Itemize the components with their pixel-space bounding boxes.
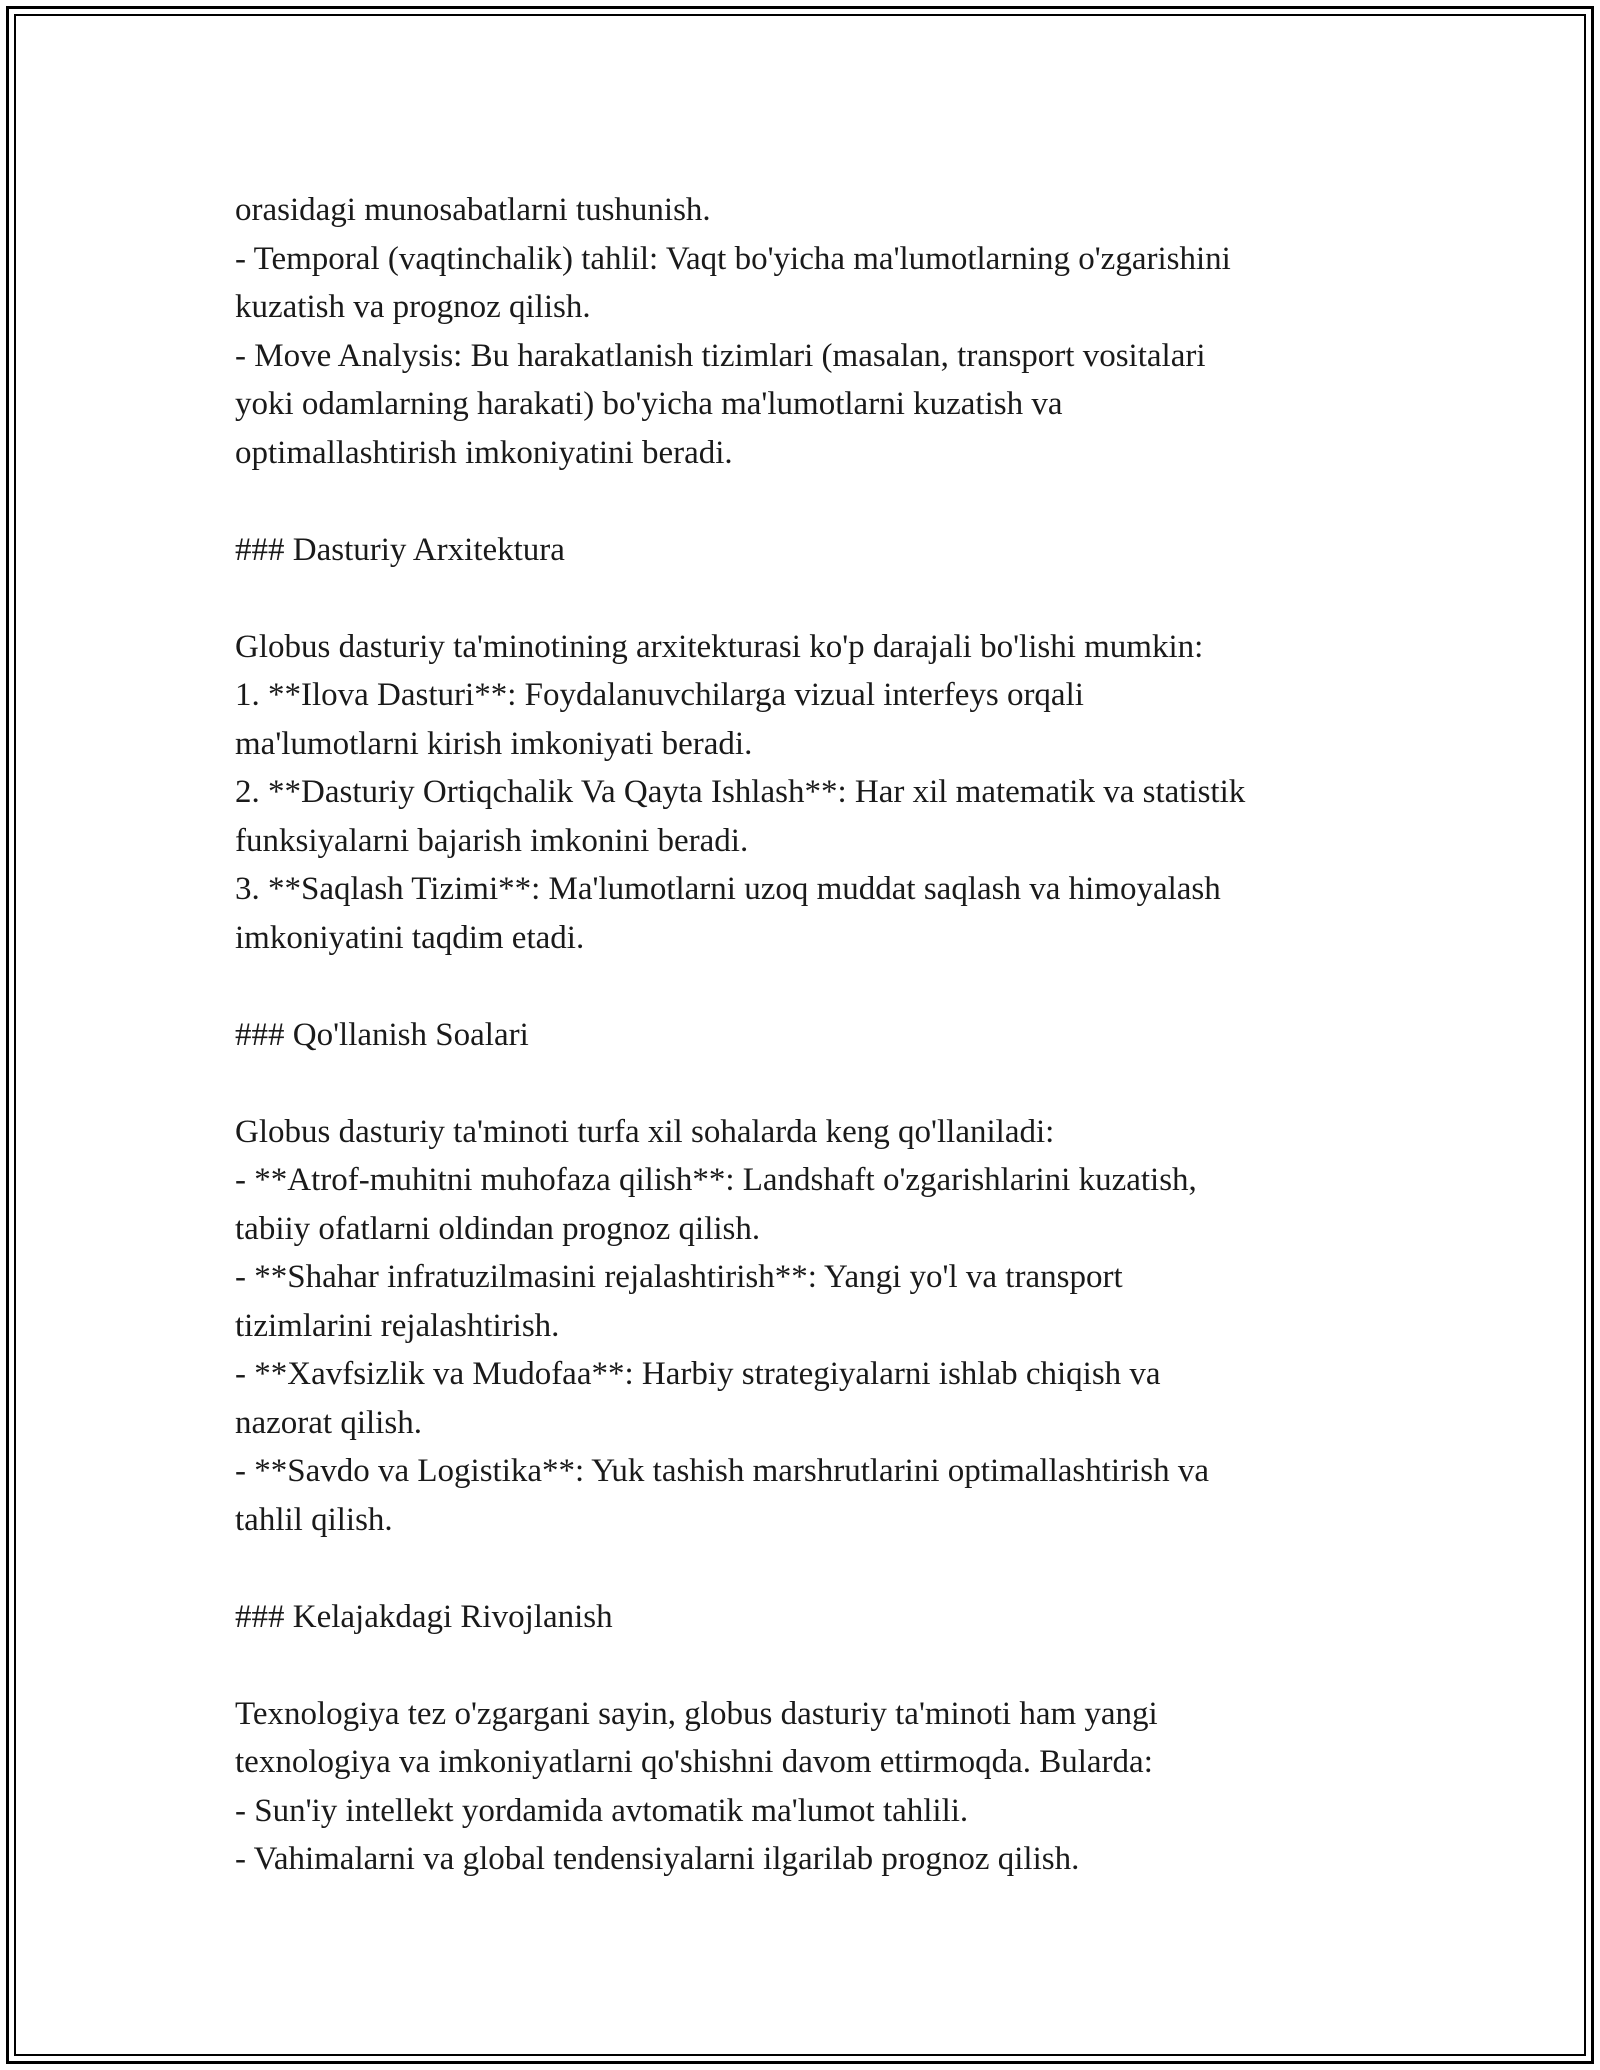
text-line: tabiiy ofatlarni oldindan prognoz qilish. xyxy=(235,1210,761,1247)
blank-line xyxy=(235,1544,1395,1593)
section-heading: ### Dasturiy Arxitektura xyxy=(235,531,565,568)
document-body xyxy=(235,186,1395,1884)
text-line: imkoniyatini taqdim etadi. xyxy=(235,919,585,956)
text-line: 2. **Dasturiy Ortiqchalik Va Qayta Ishlash**: Har xil matematik va statistik xyxy=(235,774,1246,810)
text-line: - Vahimalarni va global tendensiyalarni ilgarilab prognoz qilish. xyxy=(235,1841,1080,1877)
text-line: Globus dasturiy ta'minoti turfa xil sohalarda keng qo'llaniladi: xyxy=(235,1113,1055,1150)
text-line: - Move Analysis: Bu harakatlanish tizimlari (masalan, transport vositalari xyxy=(235,337,1206,374)
text-line: nazorat qilish. xyxy=(235,1404,422,1441)
text-line: ma'lumotlarni kirish imkoniyati beradi. xyxy=(235,725,753,762)
text-line: yoki odamlarning harakati) bo'yicha ma'lumotlarni kuzatish va xyxy=(235,386,1063,422)
text-line: - **Savdo va Logistika**: Yuk tashish marshrutlarini optimallashtirish va xyxy=(235,1453,1209,1489)
text-line: orasidagi munosabatlarni tushunish. xyxy=(235,192,711,228)
text-line: Texnologiya tez o'zgargani sayin, globus dasturiy ta'minoti ham yangi xyxy=(235,1695,1158,1732)
text-line: optimallashtirish imkoniyatini beradi. xyxy=(235,434,733,471)
text-line: tahlil qilish. xyxy=(235,1501,393,1538)
blank-line xyxy=(235,477,1395,526)
text-line: 1. **Ilova Dasturi**: Foydalanuvchilarga vizual interfeys orqali xyxy=(235,677,1084,713)
text-line: tizimlarini rejalashtirish. xyxy=(235,1307,560,1344)
text-line: - **Shahar infratuzilmasini rejalashtirish**: Yangi yo'l va transport xyxy=(235,1259,1123,1295)
text-line: texnologiya va imkoniyatlarni qo'shishni davom ettirmoqda. Bularda: xyxy=(235,1744,1153,1780)
text-line: funksiyalarni bajarish imkonini beradi. xyxy=(235,822,749,859)
blank-line xyxy=(235,1059,1395,1108)
text-line: kuzatish va prognoz qilish. xyxy=(235,289,591,325)
text-line: 3. **Saqlash Tizimi**: Ma'lumotlarni uzoq muddat saqlash va himoyalash xyxy=(235,871,1221,907)
text-line: - Sun'iy intellekt yordamida avtomatik ma'lumot tahlili. xyxy=(235,1792,969,1829)
blank-line xyxy=(235,574,1395,623)
text-line: Globus dasturiy ta'minotining arxitekturasi ko'p darajali bo'lishi mumkin: xyxy=(235,628,1204,665)
section-heading: ### Kelajakdagi Rivojlanish xyxy=(235,1598,613,1635)
blank-line xyxy=(235,1641,1395,1690)
text-line: - Temporal (vaqtinchalik) tahlil: Vaqt bo'yicha ma'lumotlarning o'zgarishini xyxy=(235,240,1231,277)
section-heading: ### Qo'llanish Soalari xyxy=(235,1016,529,1053)
text-line: - **Atrof-muhitni muhofaza qilish**: Landshaft o'zgarishlarini kuzatish, xyxy=(235,1162,1197,1198)
blank-line xyxy=(235,962,1395,1011)
text-line: - **Xavfsizlik va Mudofaa**: Harbiy strategiyalarni ishlab chiqish va xyxy=(235,1356,1161,1392)
